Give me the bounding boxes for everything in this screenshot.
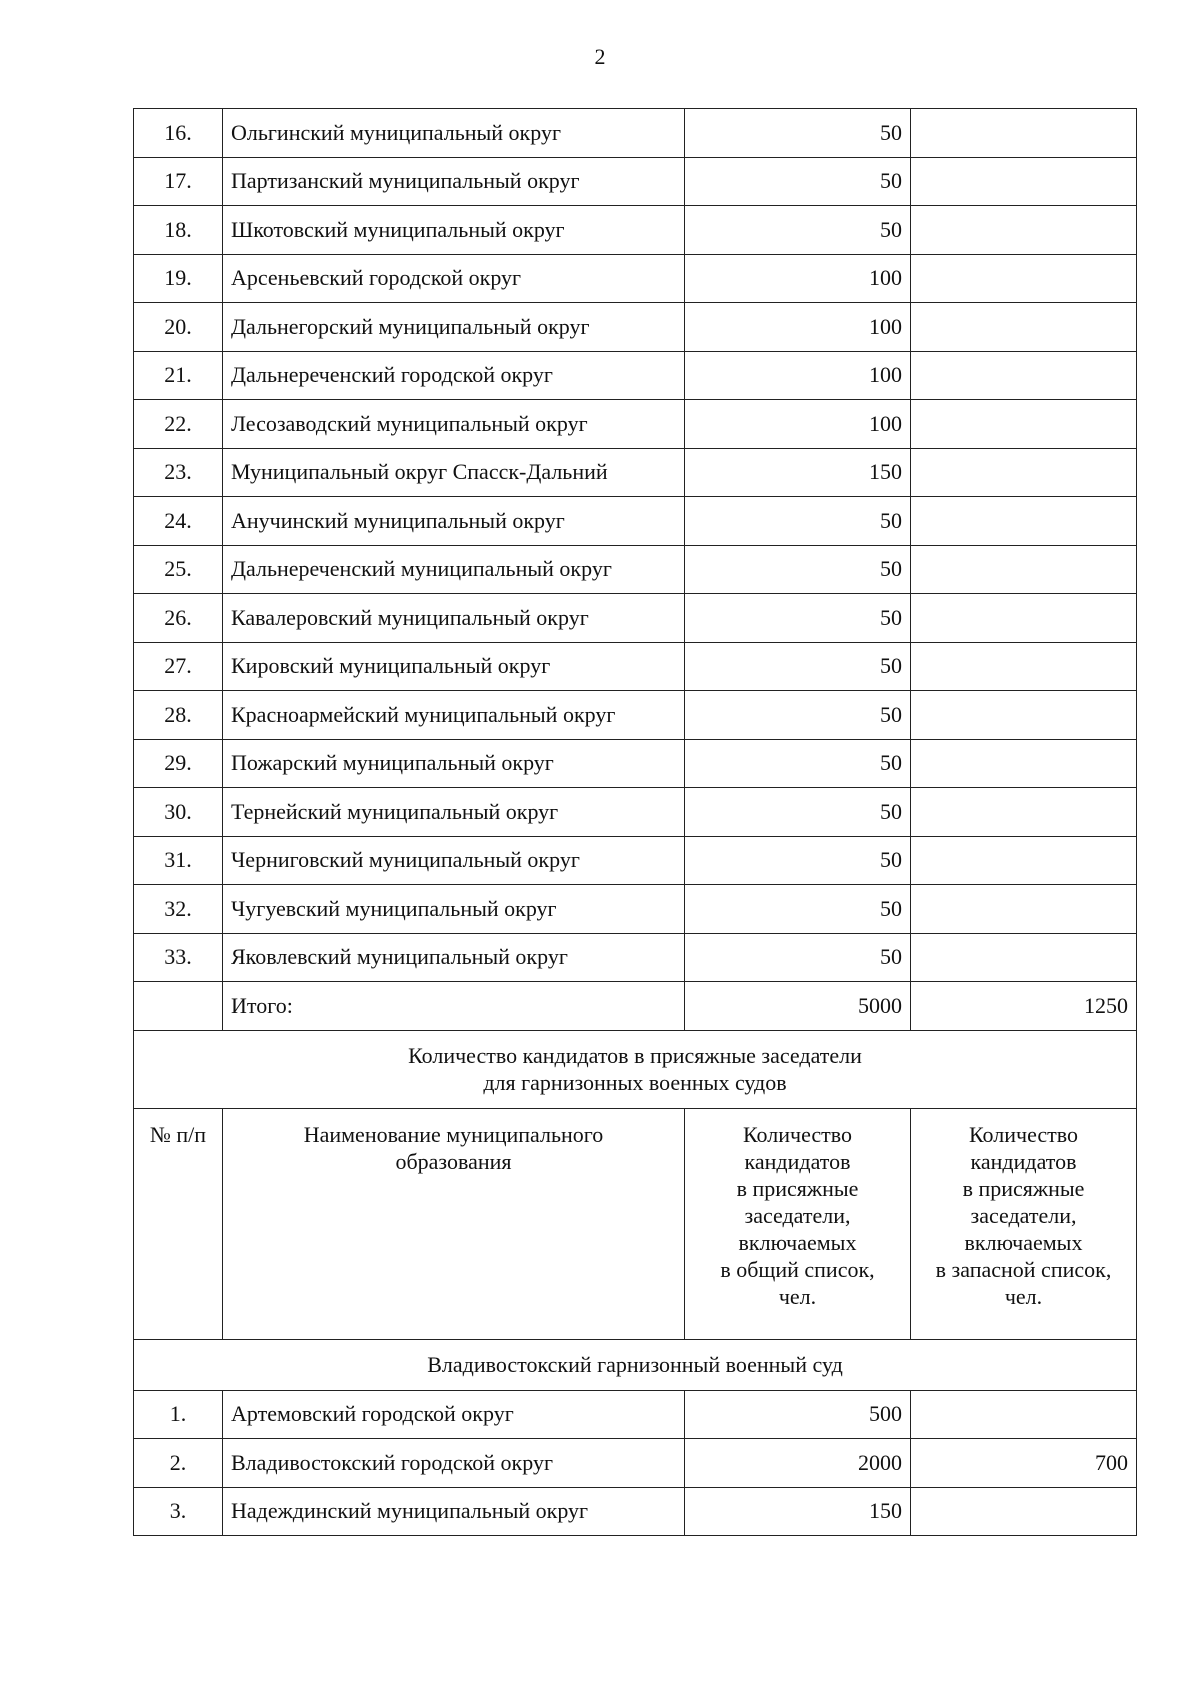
row-number: 32.	[134, 885, 223, 934]
row-general-count: 50	[685, 109, 911, 158]
top-rows	[134, 109, 1137, 982]
row-general-count: 100	[685, 303, 911, 352]
row-municipality: Чугуевский муниципальный округ	[223, 885, 685, 934]
row-reserve-count	[911, 497, 1137, 546]
header-reserve-line: включаемых	[964, 1229, 1083, 1255]
court-row	[134, 1339, 1137, 1390]
jurors-table	[133, 108, 1137, 1536]
header-general-line: заседатели,	[744, 1202, 851, 1228]
row-number: 17.	[134, 157, 223, 206]
header-reserve-line: Количество	[968, 1121, 1079, 1147]
header-reserve-line: в присяжные	[962, 1175, 1085, 1201]
row-number: 26.	[134, 594, 223, 643]
table-row	[134, 691, 1137, 740]
row-number: 27.	[134, 642, 223, 691]
table-row	[134, 109, 1137, 158]
row-municipality: Лесозаводский муниципальный округ	[223, 400, 685, 449]
page-number: 2	[594, 44, 606, 69]
table-row	[134, 933, 1137, 982]
row-municipality: Ольгинский муниципальный округ	[223, 109, 685, 158]
row-general-count: 150	[685, 448, 911, 497]
row-municipality: Яковлевский муниципальный округ	[223, 933, 685, 982]
section-title	[134, 1030, 1137, 1108]
row-number: 25.	[134, 545, 223, 594]
bottom-rows	[134, 1390, 1137, 1536]
row-municipality: Пожарский муниципальный округ	[223, 739, 685, 788]
row-municipality: Дальнереченский муниципальный округ	[223, 545, 685, 594]
header-general-line: чел.	[778, 1283, 817, 1309]
row-municipality: Тернейский муниципальный округ	[223, 788, 685, 837]
table-row	[134, 1439, 1137, 1488]
row-reserve-count	[911, 254, 1137, 303]
row-number: 1.	[134, 1390, 223, 1439]
row-municipality: Партизанский муниципальный округ	[223, 157, 685, 206]
row-general-count: 50	[685, 642, 911, 691]
header-num: № п/п	[134, 1108, 223, 1339]
row-reserve-count	[911, 1390, 1137, 1439]
row-general-count: 50	[685, 885, 911, 934]
row-municipality: Арсеньевский городской округ	[223, 254, 685, 303]
row-municipality: Красноармейский муниципальный округ	[223, 691, 685, 740]
header-reserve-line: в запасной список,	[935, 1256, 1112, 1282]
table-row	[134, 885, 1137, 934]
row-number: 21.	[134, 351, 223, 400]
table-row	[134, 1487, 1137, 1536]
header-general-line: в общий список,	[720, 1256, 875, 1282]
total-num-cell	[134, 982, 223, 1031]
header-general	[685, 1108, 911, 1339]
row-municipality: Кавалеровский муниципальный округ	[223, 594, 685, 643]
row-reserve-count	[911, 206, 1137, 255]
table-row	[134, 1390, 1137, 1439]
row-reserve-count	[911, 885, 1137, 934]
row-municipality: Дальнереченский городской округ	[223, 351, 685, 400]
row-municipality: Дальнегорский муниципальный округ	[223, 303, 685, 352]
table-row	[134, 594, 1137, 643]
header-reserve-line: кандидатов	[970, 1148, 1077, 1174]
row-general-count: 50	[685, 933, 911, 982]
row-general-count: 500	[685, 1390, 911, 1439]
header-general-line: в присяжные	[736, 1175, 859, 1201]
row-reserve-count	[911, 788, 1137, 837]
column-header-row	[134, 1108, 1137, 1339]
header-general-line: Количество	[742, 1121, 853, 1147]
row-reserve-count	[911, 303, 1137, 352]
row-number: 2.	[134, 1439, 223, 1488]
row-reserve-count	[911, 400, 1137, 449]
row-municipality: Шкотовский муниципальный округ	[223, 206, 685, 255]
row-reserve-count	[911, 739, 1137, 788]
row-reserve-count: 700	[911, 1439, 1137, 1488]
row-reserve-count	[911, 109, 1137, 158]
table-row	[134, 788, 1137, 837]
row-general-count: 50	[685, 691, 911, 740]
row-general-count: 50	[685, 594, 911, 643]
header-name-line1: Наименование муниципального	[303, 1121, 604, 1147]
row-number: 33.	[134, 933, 223, 982]
header-general-line: кандидатов	[744, 1148, 851, 1174]
total-reserve: 1250	[911, 982, 1137, 1031]
row-general-count: 50	[685, 497, 911, 546]
header-general-line: включаемых	[738, 1229, 857, 1255]
table-row	[134, 497, 1137, 546]
row-number: 16.	[134, 109, 223, 158]
total-label: Итого:	[223, 982, 685, 1031]
row-general-count: 150	[685, 1487, 911, 1536]
row-municipality: Кировский муниципальный округ	[223, 642, 685, 691]
row-general-count: 50	[685, 157, 911, 206]
row-number: 30.	[134, 788, 223, 837]
table-row	[134, 642, 1137, 691]
row-number: 18.	[134, 206, 223, 255]
row-municipality: Владивостокский городской округ	[223, 1439, 685, 1488]
section-title-line2: для гарнизонных военных судов	[483, 1070, 787, 1095]
row-municipality: Черниговский муниципальный округ	[223, 836, 685, 885]
row-number: 23.	[134, 448, 223, 497]
header-name-line2: образования	[395, 1148, 512, 1174]
header-name	[223, 1108, 685, 1339]
row-general-count: 50	[685, 206, 911, 255]
header-reserve-line: заседатели,	[970, 1202, 1077, 1228]
row-municipality: Надеждинский муниципальный округ	[223, 1487, 685, 1536]
row-reserve-count	[911, 448, 1137, 497]
total-row	[134, 982, 1137, 1031]
row-number: 3.	[134, 1487, 223, 1536]
table-row	[134, 157, 1137, 206]
table-row	[134, 739, 1137, 788]
row-reserve-count	[911, 836, 1137, 885]
section-title-line1: Количество кандидатов в присяжные заседатели	[408, 1043, 862, 1068]
row-general-count: 100	[685, 351, 911, 400]
row-general-count: 100	[685, 254, 911, 303]
row-general-count: 100	[685, 400, 911, 449]
row-municipality: Муниципальный округ Спасск-Дальний	[223, 448, 685, 497]
row-number: 24.	[134, 497, 223, 546]
row-general-count: 50	[685, 836, 911, 885]
row-reserve-count	[911, 691, 1137, 740]
row-general-count: 50	[685, 788, 911, 837]
row-number: 22.	[134, 400, 223, 449]
row-reserve-count	[911, 594, 1137, 643]
row-general-count: 50	[685, 545, 911, 594]
row-number: 29.	[134, 739, 223, 788]
row-reserve-count	[911, 157, 1137, 206]
table-row	[134, 206, 1137, 255]
table-row	[134, 254, 1137, 303]
row-number: 28.	[134, 691, 223, 740]
row-number: 31.	[134, 836, 223, 885]
table-row	[134, 400, 1137, 449]
row-general-count: 2000	[685, 1439, 911, 1488]
header-reserve	[911, 1108, 1137, 1339]
section-title-row	[134, 1030, 1137, 1108]
row-number: 20.	[134, 303, 223, 352]
table-row	[134, 351, 1137, 400]
row-reserve-count	[911, 933, 1137, 982]
row-municipality: Артемовский городской округ	[223, 1390, 685, 1439]
table-row	[134, 448, 1137, 497]
court-name: Владивостокский гарнизонный военный суд	[134, 1339, 1137, 1390]
table-row	[134, 303, 1137, 352]
header-reserve-line: чел.	[1004, 1283, 1043, 1309]
row-reserve-count	[911, 1487, 1137, 1536]
row-municipality: Анучинский муниципальный округ	[223, 497, 685, 546]
row-number: 19.	[134, 254, 223, 303]
total-general: 5000	[685, 982, 911, 1031]
row-reserve-count	[911, 642, 1137, 691]
table-row	[134, 545, 1137, 594]
row-reserve-count	[911, 351, 1137, 400]
row-reserve-count	[911, 545, 1137, 594]
table-row	[134, 836, 1137, 885]
row-general-count: 50	[685, 739, 911, 788]
